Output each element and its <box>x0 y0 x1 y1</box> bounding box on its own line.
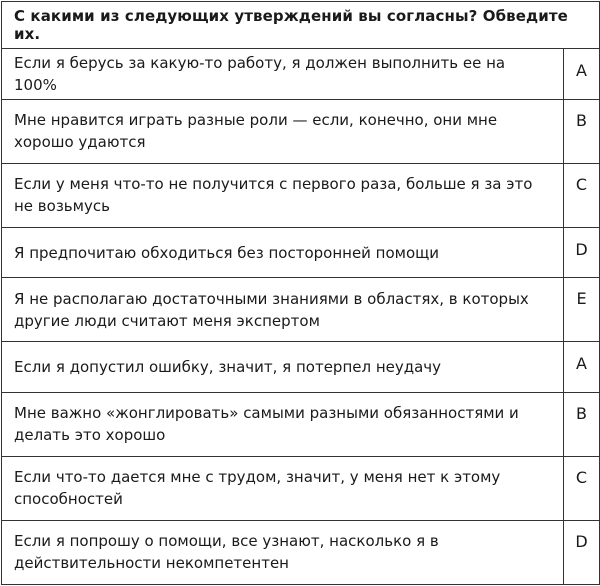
statement-row <box>2 163 600 227</box>
statement-row <box>2 278 600 342</box>
statement-text: Если я берусь за какую-то работу, я должен выполнить ее на 100% <box>2 49 564 100</box>
statement-row <box>2 342 600 393</box>
statement-text: Я не располагаю достаточными знаниями в областях, в которых другие люди считают меня экспертом <box>2 278 564 342</box>
statement-row <box>2 100 600 164</box>
statement-row <box>2 49 600 100</box>
statement-letter: C <box>564 456 600 520</box>
statement-letter: C <box>564 163 600 227</box>
statement-letter: E <box>564 278 600 342</box>
statement-text: Я предпочитаю обходиться без посторонней помощи <box>2 227 564 278</box>
statement-text: Мне важно «жонглировать» самыми разными обязанностями и делать это хорошо <box>2 393 564 457</box>
title-row <box>2 2 600 49</box>
statement-letter: A <box>564 49 600 100</box>
statement-letter: D <box>564 227 600 278</box>
statement-letter: D <box>564 520 600 584</box>
statement-text: Если что-то дается мне с трудом, значит, у меня нет к этому способностей <box>2 456 564 520</box>
statement-text: Если я попрошу о помощи, все узнают, насколько я в действительности некомпетентен <box>2 520 564 584</box>
statement-letter: A <box>564 342 600 393</box>
statement-text: Если я допустил ошибку, значит, я потерпел неудачу <box>2 342 564 393</box>
statement-letter: B <box>564 100 600 164</box>
questionnaire-title: С какими из следующих утверждений вы согласны? Обведите их. <box>2 2 600 49</box>
statement-letter: B <box>564 393 600 457</box>
statement-text: Если у меня что-то не получится с первого раза, больше я за это не возьмусь <box>2 163 564 227</box>
statement-row <box>2 227 600 278</box>
statement-row <box>2 520 600 584</box>
statement-row <box>2 393 600 457</box>
questionnaire-table <box>1 1 600 585</box>
statement-row <box>2 456 600 520</box>
statement-text: Мне нравится играть разные роли — если, конечно, они мне хорошо удаются <box>2 100 564 164</box>
